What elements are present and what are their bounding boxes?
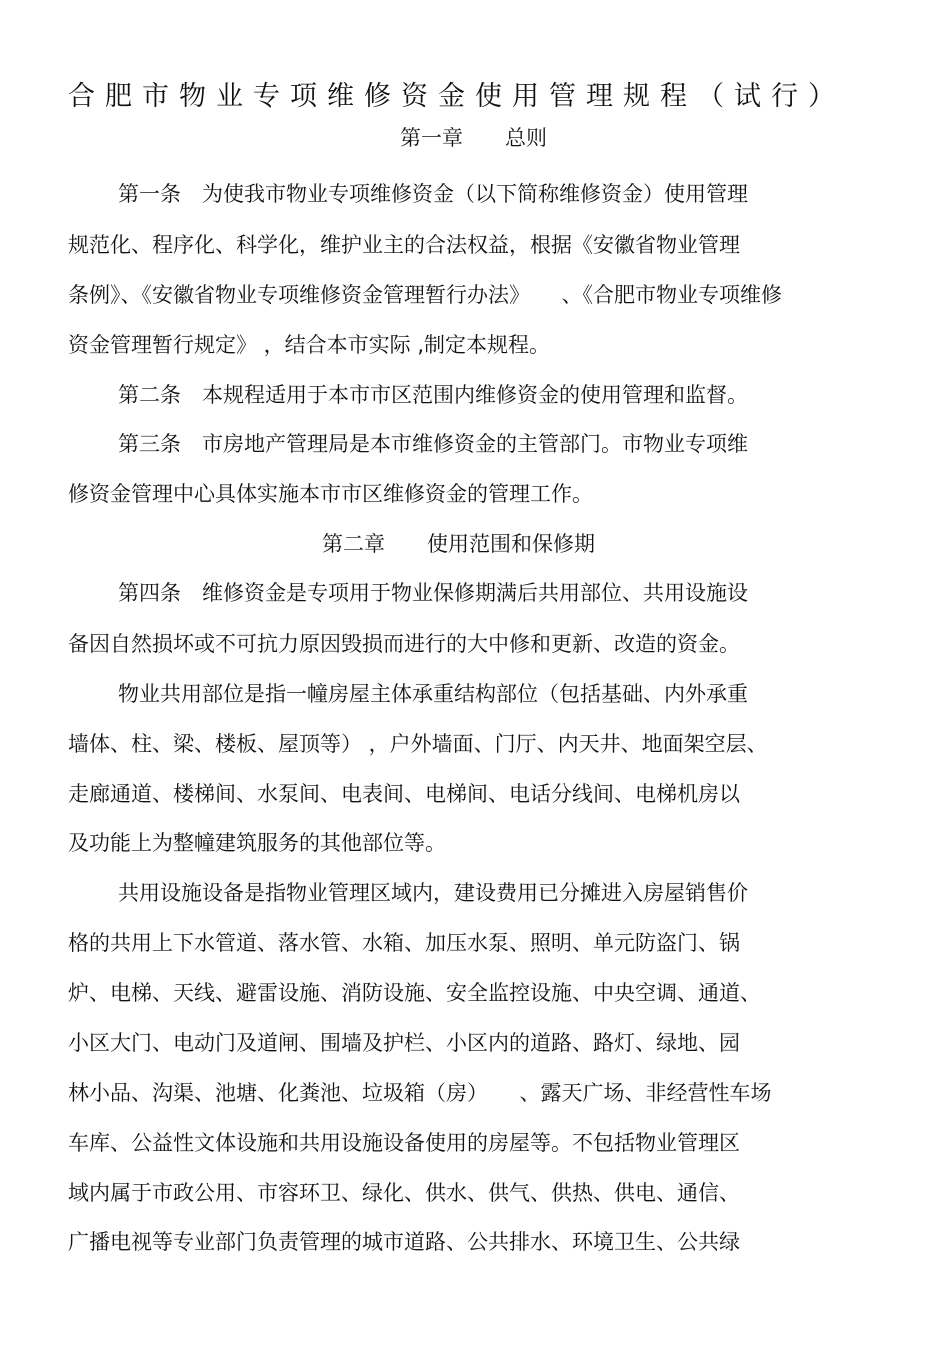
common-facilities-line-3: 炉、电梯、天线、避雷设施、消防设施、安全监控设施、中央空调、通道、 <box>68 981 761 1005</box>
common-facilities-line-8: 广播电视等专业部门负责管理的城市道路、公共排水、环境卫生、公共绿 <box>68 1230 740 1254</box>
common-parts-line-4: 及功能上为整幢建筑服务的其他部位等。 <box>68 831 446 855</box>
article-4-line-2: 备因自然损坏或不可抗力原因毁损而进行的大中修和更新、改造的资金。 <box>68 632 740 656</box>
article-1-line-2: 规范化、程序化、科学化，维护业主的合法权益，根据《安徽省物业管理 <box>68 233 740 257</box>
common-facilities-line-4: 小区大门、电动门及道闸、围墙及护栏、小区内的道路、路灯、绿地、园 <box>68 1031 740 1055</box>
common-parts-line-2: 墙体、柱、梁、楼板、屋顶等） ，户外墙面、门厅、内天井、地面架空层、 <box>68 732 768 756</box>
chapter-2-heading: 第二章 使用范围和保修期 <box>322 532 595 556</box>
article-2-line-1: 第二条 本规程适用于本市市区范围内维修资金的使用管理和监督。 <box>118 383 748 407</box>
article-4-line-1: 第四条 维修资金是专项用于物业保修期满后共用部位、共用设施设 <box>118 581 748 605</box>
common-facilities-line-1: 共用设施设备是指物业管理区域内，建设费用已分摊进入房屋销售价 <box>118 881 748 905</box>
common-parts-line-3: 走廊通道、楼梯间、水泵间、电表间、电梯间、电话分线间、电梯机房以 <box>68 782 740 806</box>
article-3-line-1: 第三条 市房地产管理局是本市维修资金的主管部门。市物业专项维 <box>118 432 748 456</box>
article-1-line-4: 资金管理暂行规定》 ，结合本市实际 ,制定本规程。 <box>68 333 551 357</box>
chapter-1-heading: 第一章 总则 <box>400 126 547 150</box>
article-3-line-2: 修资金管理中心具体实施本市市区维修资金的管理工作。 <box>68 482 593 506</box>
document-title: 合肥市物业专项维修资金使用管理规程（试行） <box>68 81 845 112</box>
common-parts-line-1: 物业共用部位是指一幢房屋主体承重结构部位（包括基础、内外承重 <box>118 682 748 706</box>
common-facilities-line-6: 车库、公益性文体设施和共用设施设备使用的房屋等。不包括物业管理区 <box>68 1131 740 1155</box>
common-facilities-line-7: 域内属于市政公用、市容环卫、绿化、供水、供气、供热、供电、通信、 <box>68 1181 740 1205</box>
article-1-line-3: 条例》、《安徽省物业专项维修资金管理暂行办法》 、《合肥市物业专项维修 <box>68 283 782 307</box>
common-facilities-line-2: 格的共用上下水管道、落水管、水箱、加压水泵、照明、单元防盗门、锅 <box>68 931 740 955</box>
article-1-line-1: 第一条 为使我市物业专项维修资金（以下简称维修资金）使用管理 <box>118 182 748 206</box>
common-facilities-line-5: 林小品、沟渠、池塘、化粪池、垃圾箱（房） 、露天广场、非经营性车场 <box>68 1081 772 1105</box>
